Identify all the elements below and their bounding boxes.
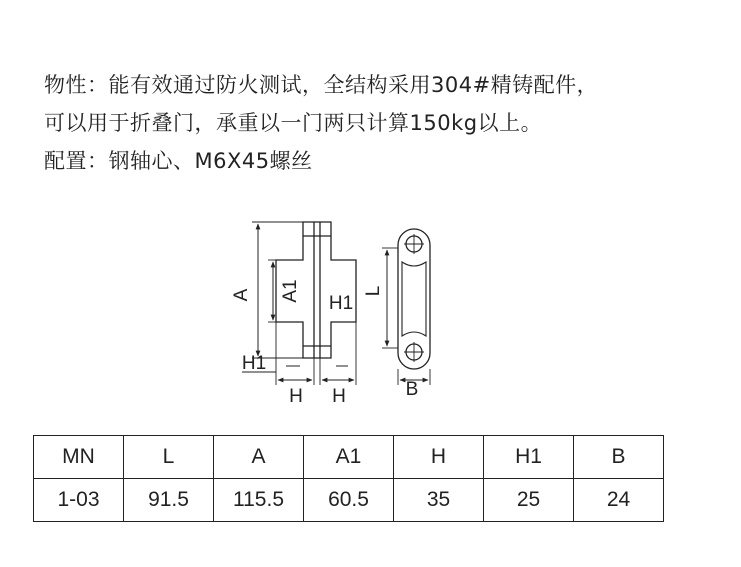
header-l: L: [124, 436, 214, 479]
dim-label-h-right: H: [332, 386, 346, 407]
dimension-lines-side: [387, 250, 428, 380]
table-header-row: [34, 436, 664, 479]
dim-label-h1-outer: H1: [241, 353, 267, 374]
cell-a1: 60.5: [304, 479, 394, 522]
property-line-1: 物性：能有效通过防火测试，全结构采用304#精铸配件，: [44, 73, 599, 97]
cell-l: 91.5: [124, 479, 214, 522]
header-a1: A1: [304, 436, 394, 479]
dim-label-a1: A1: [280, 279, 301, 303]
header-a: A: [214, 436, 304, 479]
spec-table: [33, 435, 664, 522]
property-line-2: 可以用于折叠门，承重以一门两只计算150kg以上。: [44, 111, 543, 135]
dim-label-h1-inner: H1: [328, 293, 354, 314]
dim-label-l: L: [363, 285, 384, 297]
dim-label-a: A: [231, 288, 252, 302]
header-h1: H1: [484, 436, 574, 479]
cell-mn: 1-03: [34, 479, 124, 522]
cell-b: 24: [574, 479, 664, 522]
configuration-line: 配置：钢轴心、M6X45螺丝: [44, 149, 313, 173]
cell-a: 115.5: [214, 479, 304, 522]
header-b: B: [574, 436, 664, 479]
header-h: H: [394, 436, 484, 479]
dim-label-b: B: [405, 379, 419, 400]
cell-h1: 25: [484, 479, 574, 522]
table-row: [34, 479, 664, 522]
header-mn: MN: [34, 436, 124, 479]
cell-h: 35: [394, 479, 484, 522]
dim-label-h-left: H: [289, 386, 303, 407]
hinge-side-view: [382, 229, 430, 385]
